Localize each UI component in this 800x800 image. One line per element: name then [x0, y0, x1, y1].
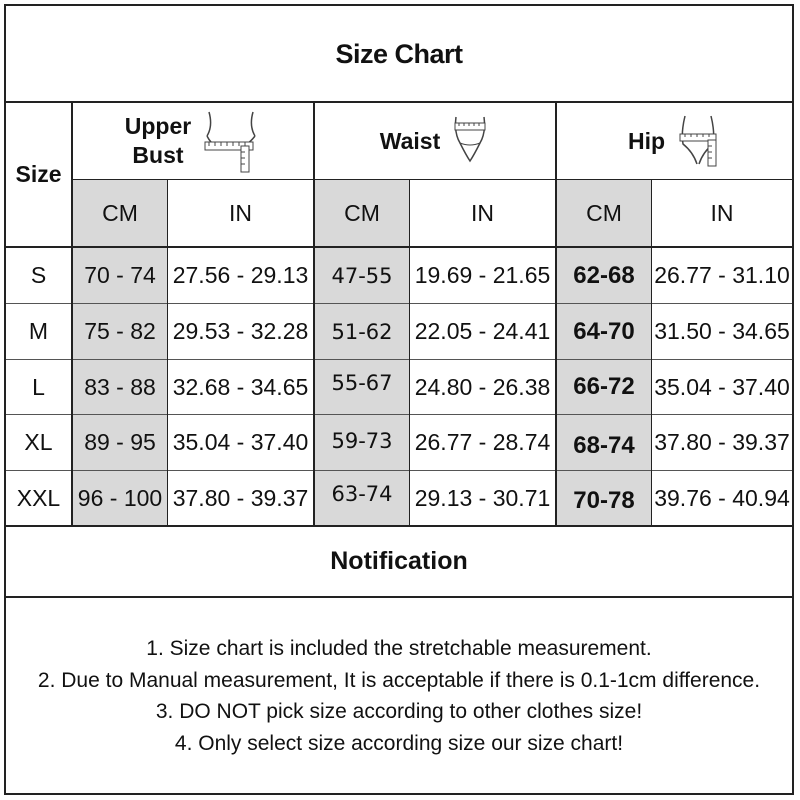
waist-cm-header: CM	[344, 200, 380, 226]
bust-in-value: 35.04 - 37.40	[172, 429, 309, 455]
waist-in-value: 24.80 - 26.38	[414, 373, 551, 400]
waist-cm-value: 55-67	[331, 371, 393, 395]
hip-cm-value: 62-68	[573, 261, 635, 289]
hip-in-value: 31.50 - 34.65	[654, 318, 790, 344]
notification-line: 1. Size chart is included the stretchable measurement.	[146, 637, 652, 660]
waist-in-value: 26.77 - 28.74	[414, 429, 551, 455]
hip-in-value: 37.80 - 39.37	[654, 429, 790, 455]
bust-in-value: 32.68 - 34.65	[172, 373, 309, 400]
hip-in-value: 35.04 - 37.40	[654, 373, 790, 400]
waist-label: Waist	[379, 127, 441, 154]
waist-header	[315, 103, 555, 179]
waist-cm-value: 59-73	[331, 428, 393, 453]
bust-cm-header: CM	[102, 200, 138, 226]
waist-in-value: 22.05 - 24.41	[414, 318, 551, 344]
bust-in-value: 27.56 - 29.13	[172, 262, 309, 288]
size-label: M	[28, 318, 49, 344]
upper-bust-header	[73, 103, 313, 179]
waist-cm-value: 63-74	[331, 482, 393, 506]
upper-bust-label-line2: Bust	[132, 142, 184, 168]
notification-line: 3. DO NOT pick size according to other clothes size!	[155, 700, 643, 723]
bust-cm-value: 75 - 82	[84, 318, 156, 344]
notification-title: Notification	[330, 547, 468, 575]
bust-in-value: 29.53 - 32.28	[172, 318, 309, 344]
waist-in-value: 29.13 - 30.71	[414, 484, 551, 511]
bust-measure-icon	[201, 108, 261, 174]
size-label: XL	[24, 429, 53, 455]
bust-cm-value: 89 - 95	[84, 429, 156, 455]
bust-in-header: IN	[229, 200, 252, 226]
bust-cm-value: 70 - 74	[84, 262, 156, 288]
divider	[72, 179, 792, 180]
hip-measure-icon	[675, 112, 721, 170]
waist-in-header: IN	[471, 200, 494, 226]
bust-cm-value: 96 - 100	[77, 484, 163, 511]
notification-list	[6, 598, 792, 794]
size-label: XXL	[16, 484, 61, 511]
notification-line: 2. Due to Manual measurement, It is acceptable if there is 0.1-1cm difference.	[37, 668, 761, 692]
size-label: S	[30, 262, 47, 288]
waist-cm-value: 51-62	[331, 319, 393, 344]
upper-bust-label-line1: Upper	[124, 113, 192, 139]
hip-in-header: IN	[710, 200, 734, 226]
waist-measure-icon	[450, 113, 490, 169]
hip-cm-value: 66-72	[573, 373, 635, 400]
hip-cm-value: 70-78	[573, 487, 635, 514]
hip-cm-value: 68-74	[573, 431, 635, 459]
hip-cm-value: 64-70	[573, 317, 635, 345]
bust-cm-value: 83 - 88	[84, 373, 156, 400]
hip-in-value: 39.76 - 40.94	[654, 484, 790, 511]
size-label: L	[32, 373, 45, 400]
waist-in-value: 19.69 - 21.65	[414, 262, 551, 288]
hip-label: Hip	[627, 127, 666, 154]
hip-cm-header: CM	[586, 200, 622, 226]
notification-line: 4. Only select size according size our size chart!	[174, 731, 624, 755]
page-title: Size Chart	[335, 38, 463, 69]
hip-in-value: 26.77 - 31.10	[654, 262, 790, 288]
waist-cm-value: 47-55	[331, 263, 393, 288]
bust-in-value: 37.80 - 39.37	[172, 484, 309, 511]
size-column-header: Size	[15, 161, 62, 187]
hip-header	[557, 103, 792, 179]
